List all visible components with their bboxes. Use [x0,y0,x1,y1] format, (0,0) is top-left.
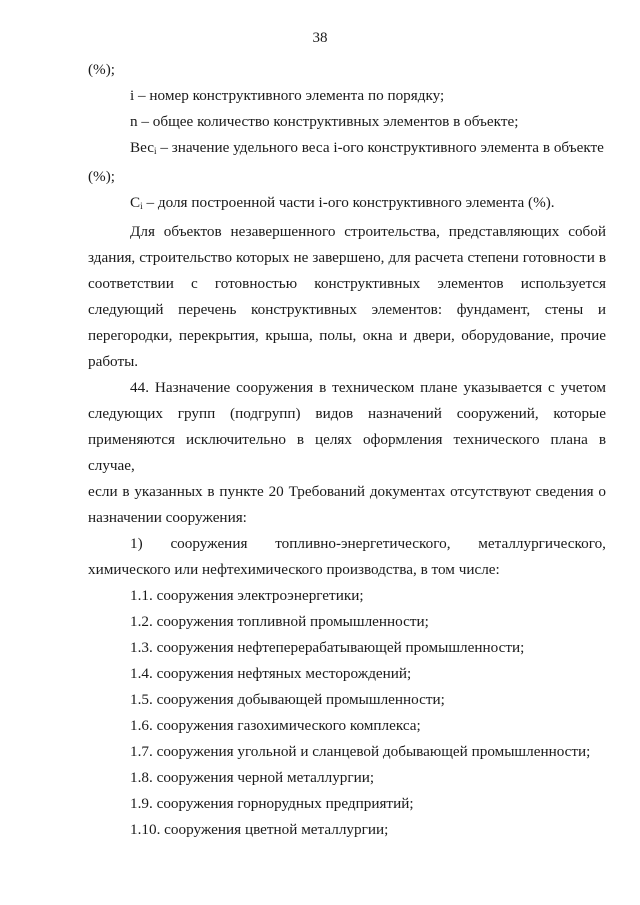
list-item-1 [88,531,606,557]
text-line: следующих групп (подгрупп) видов назначений сооружений, которые [88,405,606,422]
text-fragment: топливно-энергетического, [275,535,451,552]
text-line: химического или нефтехимического производства, в том числе: [88,561,500,578]
list-item: 1.8. сооружения черной металлургии; [130,769,375,786]
text-line: Для объектов незавершенного строительства, представляющих собой [130,223,606,240]
list-item: 1.3. сооружения нефтеперерабатывающей промышленности; [130,639,525,656]
list-item: 1.1. сооружения электроэнергетики; [130,587,364,604]
text-line: 44. Назначение сооружения в техническом плане указывается с учетом [130,379,606,396]
text-line: здания, строительство которых не завершено, для расчета степени готовности в [88,249,606,266]
text-line: (%); [88,61,115,78]
text-line: n – общее количество конструктивных элементов в объекте; [130,113,519,130]
list-item: 1.5. сооружения добывающей промышленности; [130,691,445,708]
list-item: 1.9. сооружения горнорудных предприятий; [130,795,414,812]
text-line: применяются исключительно в целях оформления технического плана в случае, [88,431,606,474]
subscript: i [140,201,143,211]
list-item: 1.4. сооружения нефтяных месторождений; [130,665,412,682]
item-number: 1) [130,535,143,552]
text-line: следующий перечень конструктивных элементов: фундамент, стены и [88,301,606,318]
subscript: i [154,146,157,156]
text-fragment: сооружения [170,535,248,552]
text-line: перегородки, перекрытия, крыша, полы, окна и двери, оборудование, прочие [88,327,606,344]
text-fragment: Вес [130,139,154,156]
page-number: 38 [312,30,328,46]
list-item: 1.7. сооружения угольной и сланцевой добывающей промышленности; [130,743,591,760]
paragraph-44 [88,375,606,531]
text-line: назначении сооружения: [88,509,247,526]
text-line: соответствии с готовностью конструктивных элементов используется [88,275,606,292]
text-fragment: металлургического, [478,535,606,552]
paragraph-unfinished-construction [88,219,606,375]
text-line [88,135,606,164]
text-fragment: – значение удельного веса i-ого конструктивного элемента в объекте [156,139,604,156]
text-line: если в указанных в пункте 20 Требований документах отсутствуют сведения о [88,483,606,500]
text-fragment: – доля построенной части i-ого конструктивного элемента (%). [142,194,555,211]
text-line: работы. [88,353,139,370]
document-body [88,57,606,843]
sub-list [88,583,606,843]
list-item: 1.2. сооружения топливной промышленности; [130,613,429,630]
text-line: i – номер конструктивного элемента по порядку; [130,87,445,104]
list-item: 1.10. сооружения цветной металлургии; [130,821,389,838]
text-line [88,190,606,219]
text-fragment: С [130,194,141,211]
text-line: (%); [88,168,115,185]
list-item: 1.6. сооружения газохимического комплекса; [130,717,421,734]
